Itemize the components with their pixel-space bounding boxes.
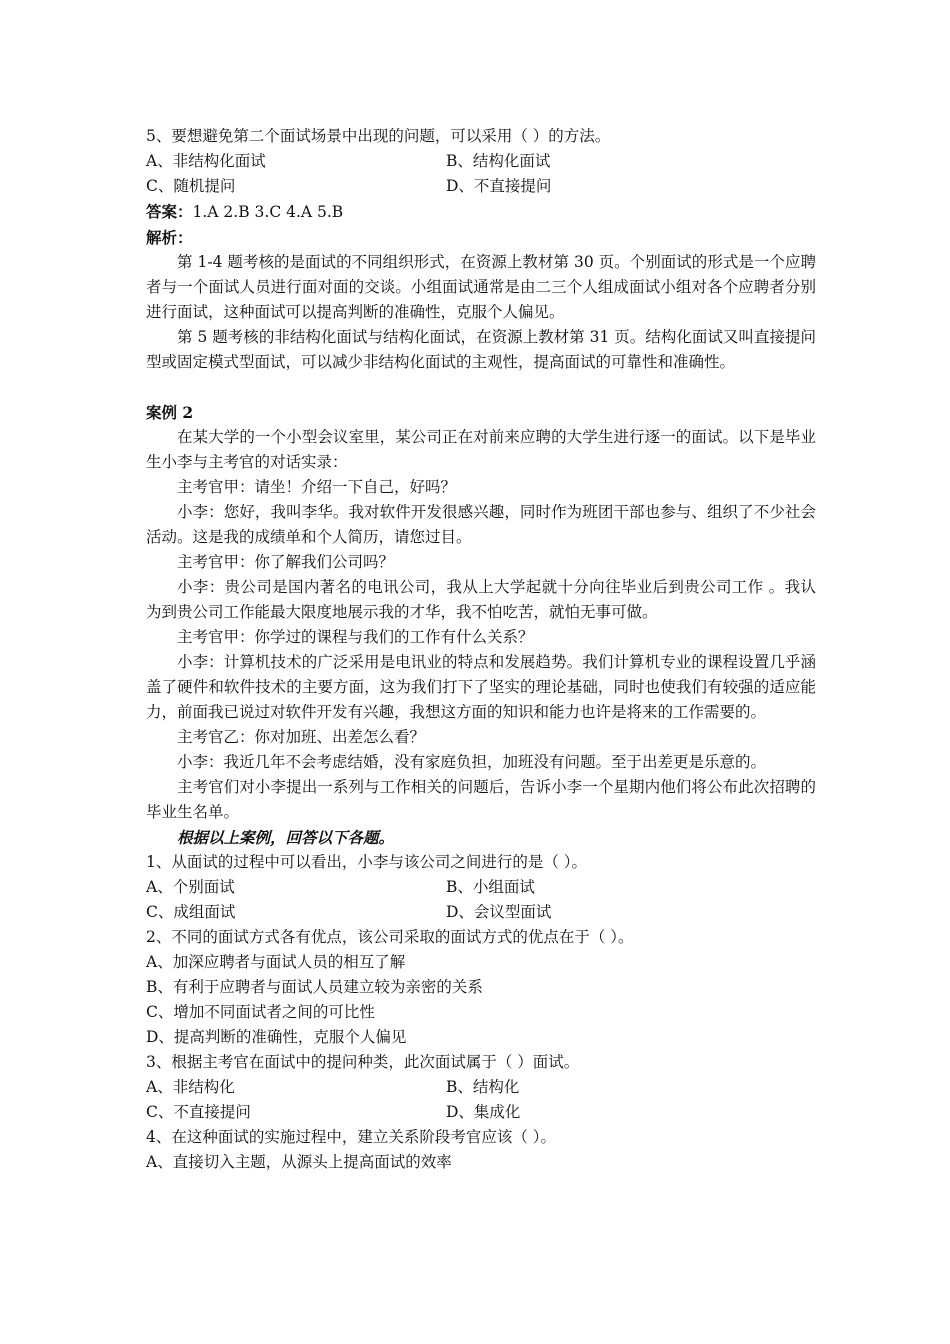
option-a: A、非结构化面试 [146, 152, 266, 170]
question-5-stem: 5、要想避免第二个面试场景中出现的问题，可以采用（ ）的方法。 [146, 127, 611, 145]
question-5-options-row-2 [146, 174, 816, 199]
case-paragraph-3: 小李：您好，我叫李华。我对软件开发很感兴趣，同时作为班团干部也参与、组织了不少社会活动。这是我的成绩单和个人简历，请您过目。 [146, 503, 816, 546]
case-2-title: 案例 2 [146, 403, 194, 422]
option-d: D、会议型面试 [446, 903, 552, 921]
option-a: A、非结构化 [146, 1078, 235, 1096]
case-paragraph-1: 在某大学的一个小型会议室里，某公司正在对前来应聘的大学生进行逐一的面试。以下是毕业生小李与主考官的对话实录： [146, 428, 816, 471]
option-d: D、不直接提问 [446, 177, 552, 195]
case-paragraph-6: 主考官甲：你学过的课程与我们的工作有什么关系？ [177, 628, 534, 646]
option-c: C、不直接提问 [146, 1103, 251, 1121]
answer-line [146, 199, 816, 225]
option-d: D、提高判断的准确性，克服个人偏见 [146, 1028, 407, 1046]
question-3-options-row-2 [146, 1100, 816, 1125]
option-b: B、结构化 [446, 1078, 520, 1096]
case-instruction: 根据以上案例，回答以下各题。 [177, 828, 395, 847]
option-c: C、随机提问 [146, 177, 236, 195]
answer-text: 1.A 2.B 3.C 4.A 5.B [192, 203, 344, 221]
option-b: B、有利于应聘者与面试人员建立较为亲密的关系 [146, 978, 483, 996]
question-5-options-row-1 [146, 149, 816, 174]
case-paragraph-2: 主考官甲：请坐！介绍一下自己，好吗？ [177, 478, 457, 496]
option-b: B、结构化面试 [446, 152, 551, 170]
question-1-options-row-2 [146, 900, 816, 925]
option-b: B、小组面试 [446, 878, 535, 896]
case-paragraph-4: 主考官甲：你了解我们公司吗？ [177, 553, 395, 571]
option-a: A、加深应聘者与面试人员的相互了解 [146, 953, 406, 971]
document-page [146, 124, 816, 1175]
case-paragraph-10: 主考官们对小李提出一系列与工作相关的问题后，告诉小李一个星期内他们将公布此次招聘的毕业生名单。 [146, 778, 816, 821]
option-c: C、增加不同面试者之间的可比性 [146, 1003, 375, 1021]
answer-label: 答案： [146, 202, 193, 221]
case-paragraph-7: 小李：计算机技术的广泛采用是电讯业的特点和发展趋势。我们计算机专业的课程设置几乎涵盖了硬件和软件技术的主要方面，这为我们打下了坚实的理论基础，同时也使我们有较强的适应能力，前面我已说过对软件开发有兴趣，我想这方面的知识和能力也许是将来的工作需要的。 [146, 653, 816, 721]
question-1-options-row-1 [146, 875, 816, 900]
case-paragraph-8: 主考官乙：你对加班、出差怎么看？ [177, 728, 426, 746]
analysis-label: 解析： [146, 228, 193, 247]
option-a: A、直接切入主题，从源头上提高面试的效率 [146, 1153, 452, 1171]
analysis-paragraph-1: 第 1-4 题考核的是面试的不同组织形式，在资源上教材第 30 页。个别面试的形式是一个应聘者与一个面试人员进行面对面的交谈。小组面试通常是由二三个人组成面试小组对各个应聘者分别进行面试，这种面试可以提高判断的准确性，克服个人偏见。 [146, 253, 816, 321]
case-paragraph-9: 小李：我近几年不会考虑结婚，没有家庭负担，加班没有问题。至于出差更是乐意的。 [177, 753, 767, 771]
question-4-stem: 4、在这种面试的实施过程中，建立关系阶段考官应该（ ）。 [146, 1128, 557, 1146]
option-c: C、成组面试 [146, 903, 236, 921]
question-2-stem: 2、不同的面试方式各有优点，该公司采取的面试方式的优点在于（ ）。 [146, 928, 634, 946]
question-3-options-row-1 [146, 1075, 816, 1100]
case-paragraph-5: 小李：贵公司是国内著名的电讯公司，我从上大学起就十分向往毕业后到贵公司工作 。我认为到贵公司工作能最大限度地展示我的才华，我不怕吃苦，就怕无事可做。 [146, 578, 816, 621]
analysis-paragraph-2: 第 5 题考核的非结构化面试与结构化面试，在资源上教材第 31 页。结构化面试又叫直接提问型或固定模式型面试，可以减少非结构化面试的主观性，提高面试的可靠性和准确性。 [146, 328, 816, 371]
option-d: D、集成化 [446, 1103, 521, 1121]
question-3-stem: 3、根据主考官在面试中的提问种类，此次面试属于（ ）面试。 [146, 1053, 580, 1071]
option-a: A、个别面试 [146, 878, 235, 896]
question-1-stem: 1、从面试的过程中可以看出，小李与该公司之间进行的是（ ）。 [146, 853, 588, 871]
